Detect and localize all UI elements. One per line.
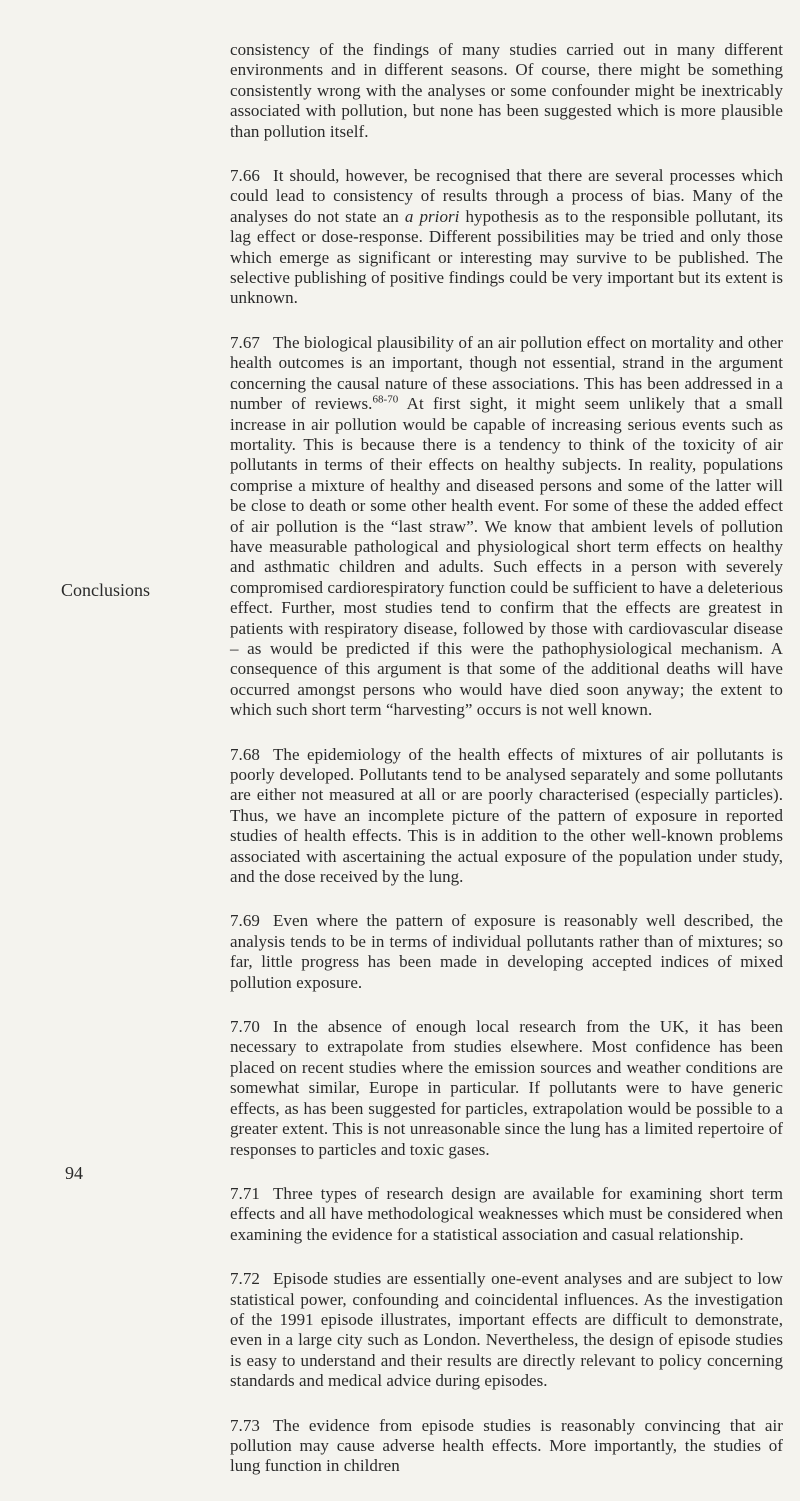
section-heading-conclusions: Conclusions: [61, 580, 151, 600]
paragraph-number: 7.68: [230, 744, 260, 764]
paragraph-number: 7.72: [230, 1269, 260, 1289]
paragraph-text: Three types of research design are available for examining short term effects and all have methodological weaknesses which must be considered when examining the evidence for a statistical association and casual relationship.: [230, 1183, 783, 1244]
paragraph-text: At first sight, it might seem unlikely that a small increase in air pollution would be capable of increasing serious events such as mortality. This is because there is a tendency to think of the toxicity of air pollutants in terms of their effects on healthy subjects. In reality, populations comprise a mixture of healthy and diseased persons and some of the latter will be close to death or some other health event. For some of these the added effect of air pollution is the “last straw”. We know that ambient levels of pollution have measurable pathological and physiological short term effects on healthy and asthmatic children and adults. Such effects in a person with severely compromised cardiorespiratory function could be sufficient to have a deleterious effect. Further, most studies tend to confirm that the effects are greatest in patients with respiratory disease, followed by those with cardiovascular disease – as would be predicted if this were the pathophysiological mechanism. A consequence of this argument is that some of the additional deaths will have occurred amongst persons who would have died soon anyway; the extent to which such short term “harvesting” occurs is not well known.: [230, 394, 783, 720]
paragraph-text: It should, however, be recognised that there are several processes which could lead to consistency of results through a process of bias. Many of the analyses do not state an: [230, 166, 783, 226]
paragraph-7-70: [230, 1017, 783, 1160]
paragraph-text: Episode studies are essentially one-event analyses and are subject to low statistical power, confounding and coincidental influences. As the investigation of the 1991 episode illustrates, important effects are difficult to demonstrate, even in a large city such as London. Nevertheless, the design of episode studies is easy to understand and their results are directly relevant to policy concerning standards and medical advice during episodes.: [230, 1269, 783, 1391]
paragraph-number: 7.70: [230, 1017, 260, 1037]
paragraph-text: In the absence of enough local research from the UK, it has been necessary to extrapolate from studies elsewhere. Most confidence has been placed on recent studies where the emission sources and weather conditions are somewhat similar, Europe in particular. If pollutants were to have generic effects, as has been suggested for particles, extrapolation would be possible to a greater extent. This is not unreasonable since the lung has a limited repertoire of responses to particles and toxic gases.: [230, 1017, 783, 1159]
paragraph-7-71: [230, 1184, 783, 1245]
paragraph-7-67: [230, 333, 783, 721]
paragraph-text: The epidemiology of the health effects of mixtures of air pollutants is poorly developed. Pollutants tend to be analysed separately and some pollutants are either not measured at all or are poorly characterised (especially particles). Thus, we have an incomplete picture of the pattern of exposure in reported studies of health effects. This is in addition to the other well-known problems associated with ascertaining the actual exposure of the population under study, and the dose received by the lung.: [230, 744, 783, 887]
paragraph-text: The biological plausibility of an air pollution effect on mortality and other health outcomes is an important, though not essential, strand in the argument concerning the causal nature of these associations. This has been addressed in a number of reviews.: [230, 332, 783, 414]
paragraph-7-66: [230, 166, 783, 309]
italic-phrase: a priori: [404, 206, 460, 226]
paragraph-text: Even where the pattern of exposure is reasonably well described, the analysis tends to be in terms of individual pollutants rather than of mixtures; so far, little progress has been made in developing accepted indices of mixed pollution exposure.: [230, 911, 783, 992]
paragraph-number: 7.71: [230, 1183, 260, 1203]
page-number: 94: [65, 1163, 83, 1183]
paragraph-text: consistency of the findings of many studies carried out in many different environments and in different seasons. Of course, there might be something consistently wrong with the analyses or some confounder might be inextricably associated with pollution, but none has been suggested which is more plausible than pollution itself.: [230, 40, 783, 141]
paragraph-7-69: [230, 911, 783, 993]
paragraph-7-68: [230, 745, 783, 888]
paragraph-number: 7.69: [230, 911, 260, 931]
paragraph-number: 7.66: [230, 166, 260, 186]
paragraph-number: 7.73: [230, 1415, 260, 1435]
paragraph-text: The evidence from episode studies is reasonably convincing that air pollution may cause adverse health effects. More importantly, the studies of lung function in children: [230, 1415, 783, 1476]
paragraph-7-72: [230, 1269, 783, 1391]
paragraph-text: hypothesis as to the responsible pollutant, its lag effect or dose-response. Different possibilities may be tried and only those which emerge as significant or interesting may survive to be published. The selective publishing of positive findings could be very important but its extent is unknown.: [230, 206, 783, 308]
body-text-column: [230, 40, 783, 1501]
reference-superscript: 68-70: [372, 393, 399, 406]
paragraph-number: 7.67: [230, 332, 260, 352]
paragraph-7-73: [230, 1416, 783, 1477]
paragraph-continued: [230, 40, 783, 142]
